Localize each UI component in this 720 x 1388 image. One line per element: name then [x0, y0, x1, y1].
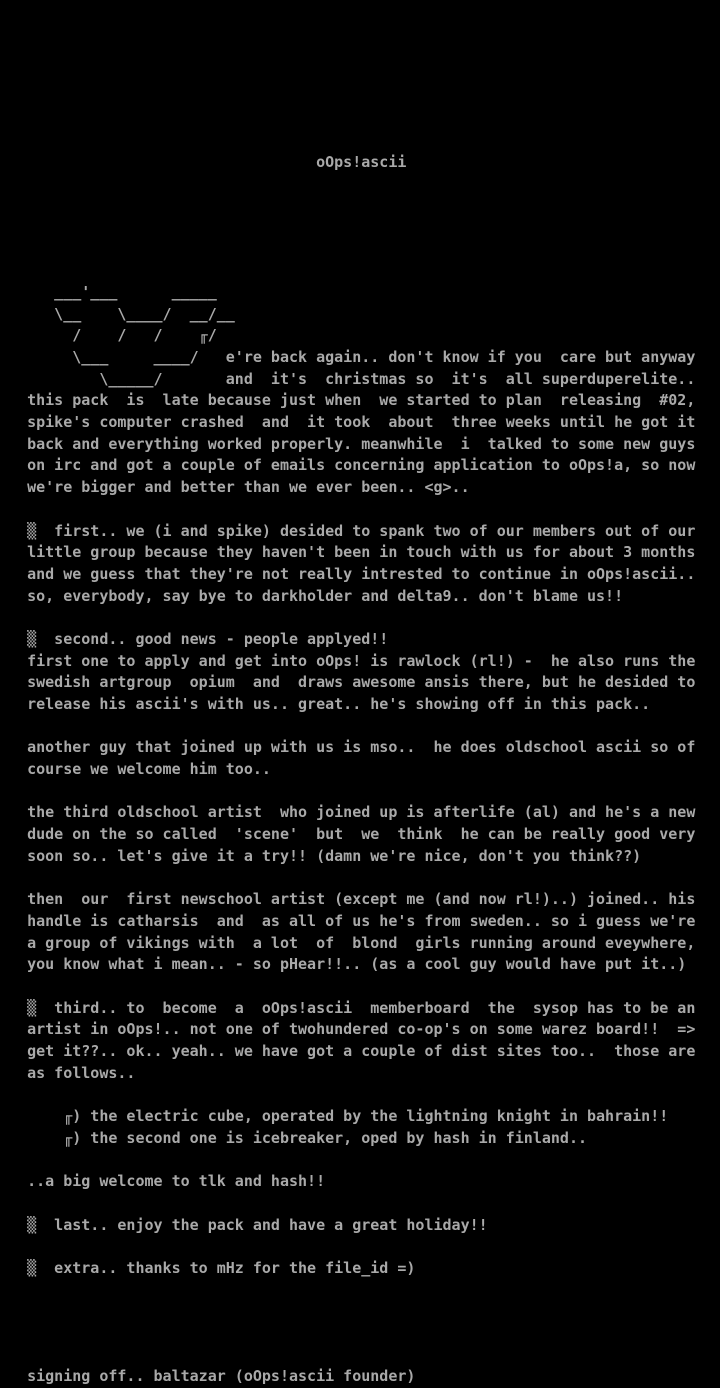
ascii-logo-line: \___ ____/ e're back again.. don't know if you care but anyway: [0, 348, 696, 366]
member-paragraph-line: another guy that joined up with us is mso.. he does oldschool ascii so of: [0, 738, 696, 757]
first-note-line: ▒ first.. we (i and spike) desided to spank two of our members out of our: [0, 521, 696, 540]
intro-paragraph-line: on irc and got a couple of emails concerning application to oOps!a, so now: [0, 456, 696, 475]
blank-line: [0, 1236, 720, 1258]
first-note-line: little group because they haven't been in touch with us for about 3 months: [0, 543, 696, 562]
blank-line: [0, 130, 720, 152]
blank-line: [0, 87, 720, 109]
blank-line: [0, 976, 720, 998]
ascii-logo-line: ___'___ _____: [0, 282, 217, 301]
blank-line: [0, 65, 720, 87]
welcome-line: ..a big welcome to tlk and hash!!: [0, 1172, 326, 1191]
dist-site-line: ╓) the second one is icebreaker, oped by hash in finland..: [0, 1128, 587, 1147]
first-note-line: and we guess that they're not really intrested to continue in oOps!ascii..: [0, 564, 696, 583]
third-note-line: ▒ third.. to become a oOps!ascii memberboard the sysop has to be an: [0, 998, 696, 1017]
member-paragraph-line: then our first newschool artist (except me (and now rl!)..) joined.. his: [0, 890, 696, 909]
third-note-line: artist in oOps!.. not one of twohundered co-op's on some warez board!! =>: [0, 1020, 696, 1039]
third-note-line: get it??.. ok.. yeah.. we have got a couple of dist sites too.. those are: [0, 1042, 696, 1060]
blank-line: [0, 607, 720, 629]
third-note-line: as follows..: [0, 1063, 136, 1082]
second-note-line: swedish artgroup opium and draws awesome ansis there, but he desided to: [0, 673, 696, 692]
ascii-logo-line: \_____/ and it's christmas so it's all superduperelite..: [0, 369, 696, 388]
blank-line: [0, 499, 720, 521]
blank-line: [0, 43, 720, 65]
intro-paragraph-line: we're bigger and better than we ever been.. <g>..: [0, 478, 470, 497]
blank-line: [0, 260, 720, 282]
member-paragraph-line: course we welcome him too..: [0, 760, 271, 779]
blank-line: [0, 716, 720, 738]
intro-paragraph-line: this pack is late because just when we started to plan releasing #02,: [0, 391, 696, 410]
intro-paragraph-line: back and everything worked properly. meanwhile i talked to some new guys: [0, 434, 696, 453]
blank-line: [0, 868, 720, 890]
blank-line: [0, 217, 720, 239]
blank-line: [0, 1345, 720, 1367]
first-note-line: so, everybody, say bye to darkholder and delta9.. don't blame us!!: [0, 586, 624, 605]
second-note-line: first one to apply and get into oOps! is rawlock (rl!) - he also runs the: [0, 651, 696, 670]
member-paragraph-line: the third oldschool artist who joined up is afterlife (al) and he's a new: [0, 803, 696, 822]
member-paragraph-line: you know what i mean.. - so pHear!!.. (as a cool guy would have put it..): [0, 955, 687, 974]
blank-line: [0, 1084, 720, 1106]
blank-line: [0, 1149, 720, 1171]
blank-line: [0, 0, 720, 22]
member-paragraph-line: dude on the so called 'scene' but we think he can be really good very: [0, 825, 696, 844]
blank-line: [0, 1280, 720, 1302]
blank-line: [0, 195, 720, 217]
blank-line: [0, 1301, 720, 1323]
extra-note-line: ▒ extra.. thanks to mHz for the file_id =): [0, 1258, 416, 1277]
blank-line: [0, 1193, 720, 1215]
dist-site-line: ╓) the electric cube, operated by the lightning knight in bahrain!!: [0, 1107, 669, 1126]
intro-paragraph-line: spike's computer crashed and it took about three weeks until he got it: [0, 413, 696, 432]
member-paragraph-line: a group of vikings with a lot of blond girls running around eveywhere,: [0, 933, 696, 952]
blank-line: [0, 1323, 720, 1345]
blank-line: [0, 108, 720, 130]
blank-line: [0, 22, 720, 44]
blank-line: [0, 239, 720, 261]
signature-line: signing off.. baltazar (oOps!ascii founder): [0, 1367, 416, 1386]
second-note-line: ▒ second.. good news - people applyed!!: [0, 629, 389, 648]
page-title: oOps!ascii: [0, 152, 407, 171]
blank-line: [0, 174, 720, 196]
ascii-logo-line: \__ \____/ __/__: [0, 304, 235, 323]
second-note-line: release his ascii's with us.. great.. he's showing off in this pack..: [0, 695, 651, 713]
last-note-line: ▒ last.. enjoy the pack and have a great holiday!!: [0, 1215, 488, 1234]
blank-line: [0, 781, 720, 803]
ascii-logo-line: / / / ╓/: [0, 326, 217, 345]
member-paragraph-line: handle is catharsis and as all of us he's from sweden.. so i guess we're: [0, 911, 696, 930]
member-paragraph-line: soon so.. let's give it a try!! (damn we're nice, don't you think??): [0, 846, 642, 865]
